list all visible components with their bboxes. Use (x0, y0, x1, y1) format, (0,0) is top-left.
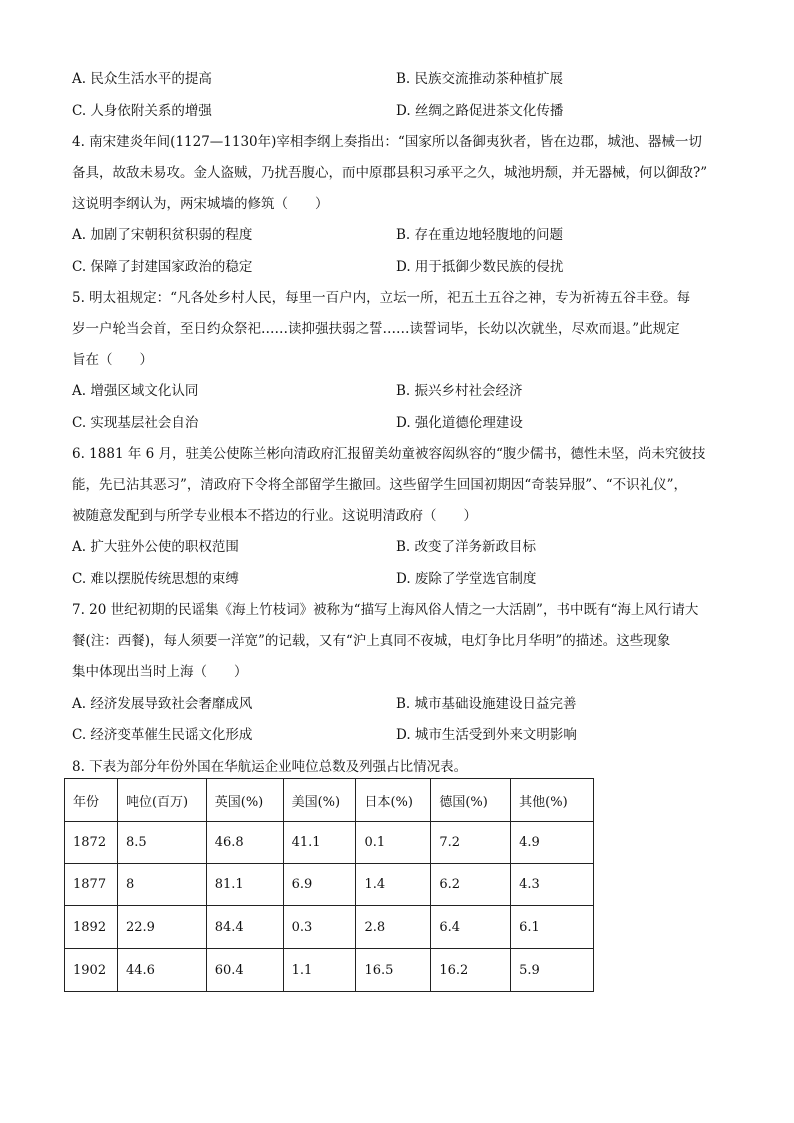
table-cell: 6.1 (511, 906, 594, 949)
table-header-row (65, 779, 594, 822)
table-cell: 22.9 (117, 906, 206, 949)
q5-option-b: B. 振兴乡村社会经济 (396, 383, 523, 399)
table-cell: 0.3 (283, 906, 356, 949)
header-cell: 美国(%) (283, 779, 356, 822)
q6-option-d: D. 废除了学堂选官制度 (396, 571, 537, 587)
q4-stem-line-1: 4. 南宋建炎年间(1127—1130年)宰相李纲上奏指出：“国家所以备御夷狄者，皆在边郡，城池、器械一切 (72, 134, 702, 150)
shipping-tonnage-table (64, 778, 594, 992)
table-cell: 4.9 (511, 822, 594, 864)
q6-stem-line-2: 能，先已沾其恶习”，清政府下令将全部留学生撤回。这些留学生回国初期因“奇装异服”、“不识礼仪”， (72, 477, 688, 493)
table-cell: 81.1 (206, 864, 283, 906)
table-cell: 6.2 (431, 864, 511, 906)
q6-stem-line-3: 被随意发配到与所学专业根本不搭边的行业。这说明清政府（ ） (72, 508, 477, 524)
table-cell: 16.5 (356, 949, 431, 992)
table-cell: 1902 (65, 949, 118, 992)
header-cell: 英国(%) (206, 779, 283, 822)
q6-option-b: B. 改变了洋务新政目标 (396, 539, 537, 555)
table-cell: 1892 (65, 906, 118, 949)
q6-option-a: A. 扩大驻外公使的职权范围 (72, 539, 239, 555)
table-cell: 44.6 (117, 949, 206, 992)
table-cell: 1.4 (356, 864, 431, 906)
q7-stem-line-2: 餐(注：西餐)，每人须要一洋宽”的记载，又有“沪上真同不夜城，电灯争比月华明”的描述。这些现象 (72, 633, 671, 649)
q7-option-a: A. 经济发展导致社会奢靡成风 (72, 696, 253, 712)
header-cell: 年份 (65, 779, 118, 822)
q8-intro: 8. 下表为部分年份外国在华航运企业吨位总数及列强占比情况表。 (72, 759, 468, 775)
q4-option-b: B. 存在重边地轻腹地的问题 (396, 227, 564, 243)
table-row (65, 949, 594, 992)
q6-option-c: C. 难以摆脱传统思想的束缚 (72, 571, 239, 587)
table-cell: 0.1 (356, 822, 431, 864)
header-cell: 德国(%) (431, 779, 511, 822)
table-cell: 1877 (65, 864, 118, 906)
q5-option-d: D. 强化道德伦理建设 (396, 415, 523, 431)
q5-stem-line-2: 岁一户轮当会首，至日约众祭祀……读抑强扶弱之誓……读誓词毕，长幼以次就坐，尽欢而退。”此规定 (72, 321, 680, 337)
table-cell: 4.3 (511, 864, 594, 906)
q5-stem-line-1: 5. 明太祖规定：“凡各处乡村人民，每里一百户内，立坛一所，祀五土五谷之神，专为祈祷五谷丰登。每 (72, 290, 691, 306)
q3-option-c: C. 人身依附关系的增强 (72, 103, 212, 119)
table-cell: 84.4 (206, 906, 283, 949)
q4-option-d: D. 用于抵御少数民族的侵扰 (396, 259, 564, 275)
q4-stem-line-3: 这说明李纲认为，两宋城墙的修筑（ ） (72, 196, 329, 212)
header-cell: 日本(%) (356, 779, 431, 822)
table-cell: 60.4 (206, 949, 283, 992)
table-cell: 46.8 (206, 822, 283, 864)
table-cell: 41.1 (283, 822, 356, 864)
table-cell: 7.2 (431, 822, 511, 864)
q7-stem-line-1: 7. 20 世纪初期的民谣集《海上竹枝词》被称为“描写上海风俗人情之一大活剧”，书中既有“海上风行请大 (72, 602, 699, 618)
table-row (65, 864, 594, 906)
table-cell: 1.1 (283, 949, 356, 992)
q7-option-b: B. 城市基础设施建设日益完善 (396, 696, 577, 712)
q4-stem-line-2: 备具，故敌未易攻。金人盗贼，乃扰吾腹心，而中原郡县积习承平之久，城池坍颓，并无器械，何以御敌?” (72, 165, 708, 181)
q3-option-d: D. 丝绸之路促进茶文化传播 (396, 103, 564, 119)
q7-option-d: D. 城市生活受到外来文明影响 (396, 727, 577, 743)
q7-option-c: C. 经济变革催生民谣文化形成 (72, 727, 253, 743)
q5-stem-line-3: 旨在（ ） (72, 352, 153, 368)
table-row (65, 822, 594, 864)
table-cell: 8 (117, 864, 206, 906)
q6-stem-line-1: 6. 1881 年 6 月，驻美公使陈兰彬向清政府汇报留美幼童被容闳纵容的“腹少儒书，德性未坚，尚未究彼技 (72, 446, 706, 462)
table-row (65, 906, 594, 949)
header-cell: 其他(%) (511, 779, 594, 822)
table-cell: 1872 (65, 822, 118, 864)
q3-option-a: A. 民众生活水平的提高 (72, 71, 212, 87)
table-cell: 6.4 (431, 906, 511, 949)
q7-stem-line-3: 集中体现出当时上海（ ） (72, 664, 248, 680)
table-cell: 2.8 (356, 906, 431, 949)
header-cell: 吨位(百万) (117, 779, 206, 822)
table-cell: 16.2 (431, 949, 511, 992)
table-cell: 6.9 (283, 864, 356, 906)
q4-option-a: A. 加剧了宋朝积贫积弱的程度 (72, 227, 253, 243)
table-cell: 8.5 (117, 822, 206, 864)
q5-option-a: A. 增强区域文化认同 (72, 383, 199, 399)
q5-option-c: C. 实现基层社会自治 (72, 415, 199, 431)
table-cell: 5.9 (511, 949, 594, 992)
q4-option-c: C. 保障了封建国家政治的稳定 (72, 259, 253, 275)
q3-option-b: B. 民族交流推动茶种植扩展 (396, 71, 564, 87)
